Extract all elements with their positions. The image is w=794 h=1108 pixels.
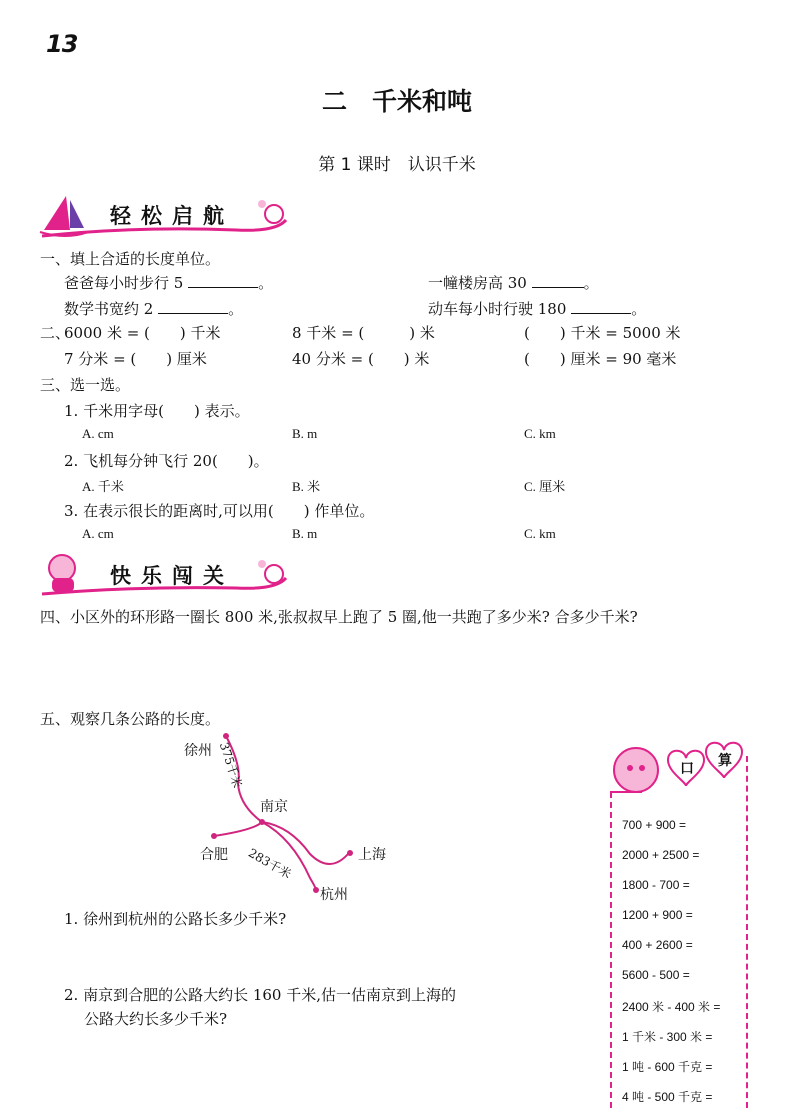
page-number: 13 <box>46 30 78 58</box>
calc-item: 5600 - 500 = <box>622 968 690 982</box>
q3-item3-b[interactable]: B. m <box>292 526 318 541</box>
q1-a: 爸爸每小时步行 5 。 <box>64 274 274 292</box>
mental-tag-2: 算 <box>718 753 732 769</box>
q3-item2: 2. 飞机每分钟飞行 20( )。 <box>64 452 269 470</box>
lesson-title: 第 1 课时 认识千米 <box>318 155 476 175</box>
q5-sub2-line1: 2. 南京到合肥的公路大约长 160 千米,估一估南京到上海的 <box>64 986 457 1004</box>
calc-item: 1200 + 900 = <box>622 908 693 922</box>
calc-item: 1 吨 - 600 千克 = <box>622 1060 713 1074</box>
calc-item: 2400 米 - 400 米 = <box>622 1000 721 1014</box>
city-hangzhou: 杭州 <box>320 887 348 903</box>
city-nanjing: 南京 <box>260 799 288 815</box>
chapter-title: 二 千米和吨 <box>321 87 472 116</box>
banner-happy-levels <box>36 548 296 600</box>
calc-item: 1800 - 700 = <box>622 878 690 892</box>
q2-r2c3: ( ) 厘米 = 90 毫米 <box>524 350 677 368</box>
q3-item1-b[interactable]: B. m <box>292 426 318 441</box>
distance-283: 283千米 <box>246 845 294 882</box>
q1-c: 数学书宽约 2 。 <box>64 300 244 318</box>
q5-sub2-line2: 公路大约长多少千米? <box>84 1010 228 1028</box>
q2-prefix: 二、 <box>40 324 71 342</box>
q3-item3-a[interactable]: A. cm <box>82 526 114 541</box>
blank[interactable] <box>158 299 228 314</box>
banner-title: 快乐闯关 <box>110 564 234 588</box>
banner-title: 轻松启航 <box>110 204 234 228</box>
blank[interactable] <box>571 299 631 314</box>
banner-easy-start <box>36 190 296 242</box>
q1-b: 一幢楼房高 30 。 <box>428 274 599 292</box>
q1-heading: 一、填上合适的长度单位。 <box>40 250 221 268</box>
q4-text: 四、小区外的环形路一圈长 800 米,张叔叔早上跑了 5 圈,他一共跑了多少米? 合多少千米? <box>40 608 638 626</box>
road-lines <box>180 726 400 906</box>
mental-math-header <box>602 736 752 816</box>
q3-item1: 1. 千米用字母( ) 表示。 <box>64 402 250 420</box>
q2-r1c3: ( ) 千米 = 5000 米 <box>524 324 681 342</box>
distance-375: 375千米 <box>216 740 245 790</box>
q2-r2c1: 7 分米 = ( ) 厘米 <box>64 350 207 368</box>
blank[interactable] <box>532 273 584 288</box>
q5-sub1: 1. 徐州到杭州的公路长多少千米? <box>64 910 287 928</box>
q3-item3: 3. 在表示很长的距离时,可以用( ) 作单位。 <box>64 502 375 520</box>
city-shanghai: 上海 <box>358 847 386 863</box>
calc-item: 4 吨 - 500 千克 = <box>622 1090 713 1104</box>
mental-math-panel <box>602 736 752 1108</box>
q3-heading: 三、选一选。 <box>40 376 131 394</box>
mental-tag-1: 口 <box>680 761 694 777</box>
road-map <box>180 726 400 906</box>
q2-r1c1: 6000 米 = ( ) 千米 <box>64 324 221 342</box>
panel-right-border <box>746 756 748 1108</box>
q3-item1-c[interactable]: C. km <box>524 426 556 441</box>
q2-r2c2: 40 分米 = ( ) 米 <box>292 350 430 368</box>
calc-item: 700 + 900 = <box>622 818 687 832</box>
q1-d: 动车每小时行驶 180 。 <box>428 300 647 318</box>
q2-r1c2: 8 千米 = ( ) 米 <box>292 324 435 342</box>
q3-item2-c[interactable]: C. 厘米 <box>524 479 566 494</box>
q3-item1-a[interactable]: A. cm <box>82 426 114 441</box>
calc-item: 400 + 2600 = <box>622 938 693 952</box>
calc-item: 1 千米 - 300 米 = <box>622 1030 713 1044</box>
city-hefei: 合肥 <box>200 847 228 863</box>
calc-item: 2000 + 2500 = <box>622 848 700 862</box>
q5-heading: 五、观察几条公路的长度。 <box>40 710 221 728</box>
q3-item2-b[interactable]: B. 米 <box>292 479 321 494</box>
q3-item2-a[interactable]: A. 千米 <box>82 479 124 494</box>
blank[interactable] <box>188 273 258 288</box>
q3-item3-c[interactable]: C. km <box>524 526 556 541</box>
city-xuzhou: 徐州 <box>184 743 212 759</box>
panel-left-border <box>610 792 612 1108</box>
